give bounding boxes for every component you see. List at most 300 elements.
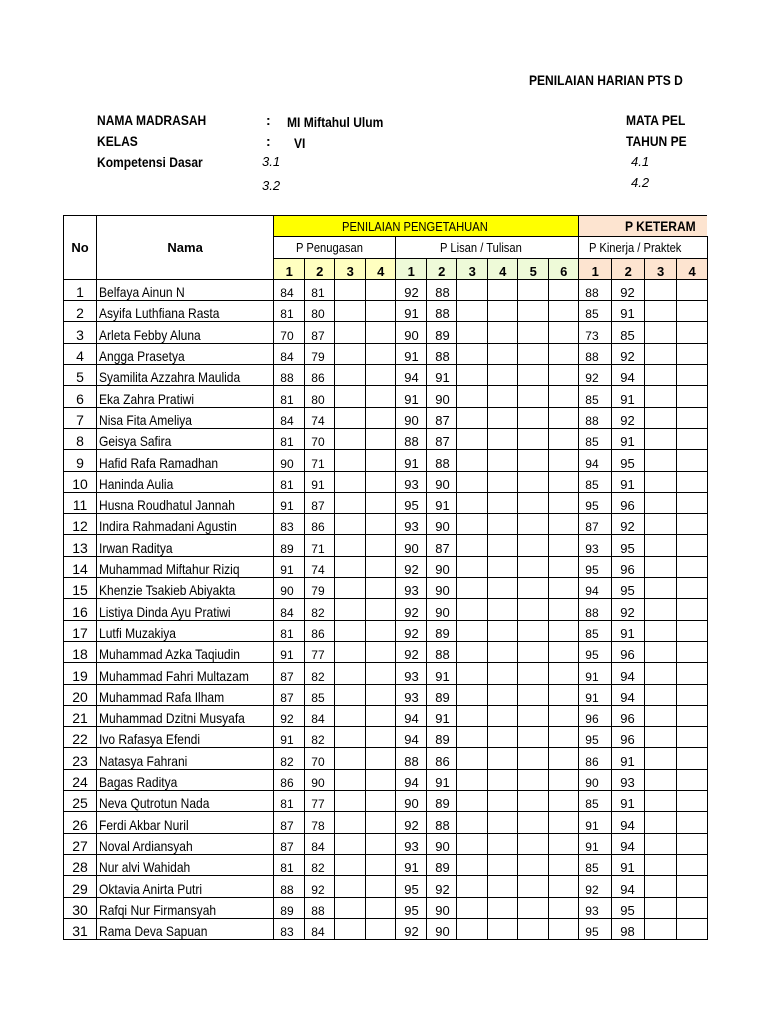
sub-penugasan-4: 4 <box>366 258 396 279</box>
student-name: Indira Rahmadani Agustin <box>97 514 274 535</box>
penugasan-3-score <box>335 684 366 705</box>
kinerja-2-score: 95 <box>612 535 645 556</box>
penugasan-2-score: 70 <box>305 748 335 769</box>
lisan-2-score: 89 <box>427 684 457 705</box>
kinerja-3-score <box>645 705 677 726</box>
row-number: 1 <box>64 279 97 300</box>
kinerja-3-score <box>645 322 677 343</box>
lisan-2-score: 89 <box>427 791 457 812</box>
lisan-6-score <box>549 918 579 939</box>
kinerja-4-score <box>677 641 708 662</box>
row-number: 20 <box>64 684 97 705</box>
lisan-2-score: 91 <box>427 705 457 726</box>
row-number: 7 <box>64 407 97 428</box>
table-row <box>64 705 708 726</box>
lisan-3-score <box>457 641 488 662</box>
lisan-6-score <box>549 705 579 726</box>
lisan-5-score <box>518 918 549 939</box>
kinerja-1-score: 94 <box>579 578 612 599</box>
lisan-1-score: 91 <box>396 301 427 322</box>
lisan-6-score <box>549 556 579 577</box>
penugasan-header: P Penugasan <box>274 237 396 258</box>
penugasan-4-score <box>366 492 396 513</box>
kinerja-3-score <box>645 343 677 364</box>
penugasan-2-score: 74 <box>305 556 335 577</box>
lisan-3-score <box>457 471 488 492</box>
lisan-2-score: 88 <box>427 301 457 322</box>
penugasan-3-score <box>335 428 366 449</box>
table-row <box>64 897 708 918</box>
sub-lisan-5: 5 <box>518 258 549 279</box>
student-name: Belfaya Ainun N <box>97 279 274 300</box>
kinerja-3-score <box>645 812 677 833</box>
lisan-3-score <box>457 663 488 684</box>
lisan-2-score: 91 <box>427 492 457 513</box>
kinerja-3-score <box>645 727 677 748</box>
kinerja-1-score: 73 <box>579 322 612 343</box>
penugasan-3-score <box>335 599 366 620</box>
kinerja-4-score <box>677 556 708 577</box>
student-name: Haninda Aulia <box>97 471 274 492</box>
penugasan-1-score: 90 <box>274 578 305 599</box>
row-number: 14 <box>64 556 97 577</box>
student-name: Nur alvi Wahidah <box>97 854 274 875</box>
kinerja-4-score <box>677 599 708 620</box>
penugasan-1-score: 81 <box>274 620 305 641</box>
kinerja-4-score <box>677 279 708 300</box>
penugasan-1-score: 89 <box>274 535 305 556</box>
sub-penugasan-1: 1 <box>274 258 305 279</box>
kinerja-1-score: 93 <box>579 535 612 556</box>
penugasan-2-score: 87 <box>305 322 335 343</box>
kinerja-2-score: 91 <box>612 620 645 641</box>
kinerja-2-score: 98 <box>612 918 645 939</box>
lisan-1-score: 94 <box>396 365 427 386</box>
kinerja-4-score <box>677 407 708 428</box>
sub-kinerja-4: 4 <box>677 258 708 279</box>
sub-lisan-2: 2 <box>427 258 457 279</box>
lisan-1-score: 95 <box>396 876 427 897</box>
kinerja-4-score <box>677 535 708 556</box>
kinerja-1-score: 94 <box>579 450 612 471</box>
lisan-4-score <box>488 791 518 812</box>
table-row <box>64 365 708 386</box>
lisan-3-score <box>457 812 488 833</box>
kinerja-3-score <box>645 897 677 918</box>
lisan-6-score <box>549 748 579 769</box>
kinerja-2-score: 85 <box>612 322 645 343</box>
penugasan-3-score <box>335 620 366 641</box>
kinerja-3-score <box>645 748 677 769</box>
penugasan-1-score: 84 <box>274 279 305 300</box>
lisan-5-score <box>518 684 549 705</box>
lisan-5-score <box>518 663 549 684</box>
lisan-2-score: 87 <box>427 428 457 449</box>
penugasan-3-score <box>335 918 366 939</box>
kinerja-1-score: 85 <box>579 428 612 449</box>
student-name: Lutfi Muzakiya <box>97 620 274 641</box>
penugasan-4-score <box>366 343 396 364</box>
row-number: 5 <box>64 365 97 386</box>
kd-right-1: 4.1 <box>631 154 650 169</box>
lisan-3-score <box>457 684 488 705</box>
penugasan-2-score: 82 <box>305 727 335 748</box>
kinerja-2-score: 92 <box>612 343 645 364</box>
penugasan-4-score <box>366 279 396 300</box>
lisan-4-score <box>488 535 518 556</box>
lisan-5-score <box>518 705 549 726</box>
lisan-4-score <box>488 663 518 684</box>
lisan-1-score: 94 <box>396 769 427 790</box>
lisan-4-score <box>488 854 518 875</box>
lisan-2-score: 91 <box>427 365 457 386</box>
lisan-2-score: 90 <box>427 386 457 407</box>
penugasan-3-score <box>335 705 366 726</box>
student-name: Listiya Dinda Ayu Pratiwi <box>97 599 274 620</box>
lisan-1-score: 92 <box>396 620 427 641</box>
lisan-1-score: 92 <box>396 556 427 577</box>
kinerja-3-score <box>645 918 677 939</box>
lisan-6-score <box>549 535 579 556</box>
lisan-2-score: 88 <box>427 812 457 833</box>
student-name: Rafqi Nur Firmansyah <box>97 897 274 918</box>
lisan-6-score <box>549 897 579 918</box>
lisan-3-score <box>457 897 488 918</box>
lisan-3-score <box>457 876 488 897</box>
penugasan-4-score <box>366 599 396 620</box>
lisan-5-score <box>518 641 549 662</box>
lisan-5-score <box>518 407 549 428</box>
penugasan-1-score: 88 <box>274 876 305 897</box>
kinerja-4-score <box>677 833 708 854</box>
penugasan-1-score: 82 <box>274 748 305 769</box>
penugasan-2-score: 82 <box>305 599 335 620</box>
kinerja-3-score <box>645 854 677 875</box>
lisan-4-score <box>488 322 518 343</box>
kinerja-1-score: 93 <box>579 897 612 918</box>
kinerja-1-score: 95 <box>579 492 612 513</box>
kinerja-1-score: 95 <box>579 918 612 939</box>
penugasan-4-score <box>366 620 396 641</box>
kinerja-1-score: 91 <box>579 812 612 833</box>
penugasan-1-score: 84 <box>274 599 305 620</box>
student-name: Syamilita Azzahra Maulida <box>97 365 274 386</box>
kinerja-3-score <box>645 833 677 854</box>
penugasan-3-score <box>335 386 366 407</box>
kinerja-3-score <box>645 386 677 407</box>
lisan-4-score <box>488 748 518 769</box>
lisan-5-score <box>518 450 549 471</box>
kinerja-4-score <box>677 428 708 449</box>
lisan-5-score <box>518 492 549 513</box>
table-row <box>64 769 708 790</box>
kinerja-3-score <box>645 407 677 428</box>
lisan-1-score: 88 <box>396 748 427 769</box>
kinerja-4-score <box>677 748 708 769</box>
lisan-4-score <box>488 620 518 641</box>
penugasan-4-score <box>366 684 396 705</box>
kinerja-3-score <box>645 514 677 535</box>
kinerja-4-score <box>677 663 708 684</box>
kd-right-2: 4.2 <box>631 175 650 190</box>
sub-penugasan-2: 2 <box>305 258 335 279</box>
row-number: 25 <box>64 791 97 812</box>
lisan-3-score <box>457 343 488 364</box>
student-name: Husna Roudhatul Jannah <box>97 492 274 513</box>
kinerja-4-score <box>677 769 708 790</box>
kinerja-2-score: 91 <box>612 428 645 449</box>
lisan-4-score <box>488 578 518 599</box>
penugasan-4-score <box>366 791 396 812</box>
lisan-2-score: 87 <box>427 535 457 556</box>
kinerja-2-score: 94 <box>612 365 645 386</box>
penugasan-4-score <box>366 428 396 449</box>
lisan-4-score <box>488 428 518 449</box>
penugasan-2-score: 80 <box>305 301 335 322</box>
kinerja-2-score: 96 <box>612 492 645 513</box>
lisan-4-score <box>488 279 518 300</box>
kinerja-4-score <box>677 301 708 322</box>
lisan-5-score <box>518 471 549 492</box>
lisan-3-score <box>457 365 488 386</box>
row-number: 18 <box>64 641 97 662</box>
penugasan-2-score: 71 <box>305 535 335 556</box>
lisan-1-score: 94 <box>396 705 427 726</box>
lisan-2-score: 91 <box>427 663 457 684</box>
lisan-6-score <box>549 301 579 322</box>
sub-lisan-4: 4 <box>488 258 518 279</box>
lisan-4-score <box>488 407 518 428</box>
table-row <box>64 578 708 599</box>
table-row <box>64 535 708 556</box>
table-row <box>64 727 708 748</box>
penugasan-2-score: 77 <box>305 641 335 662</box>
penugasan-1-score: 70 <box>274 322 305 343</box>
kinerja-4-score <box>677 854 708 875</box>
penugasan-3-score <box>335 492 366 513</box>
table-row <box>64 854 708 875</box>
kinerja-4-score <box>677 492 708 513</box>
lisan-4-score <box>488 492 518 513</box>
lisan-3-score <box>457 578 488 599</box>
student-name: Angga Prasetya <box>97 343 274 364</box>
lisan-2-score: 89 <box>427 322 457 343</box>
row-number: 22 <box>64 727 97 748</box>
lisan-4-score <box>488 514 518 535</box>
lisan-5-score <box>518 599 549 620</box>
row-number: 3 <box>64 322 97 343</box>
penugasan-4-score <box>366 769 396 790</box>
lisan-5-score <box>518 279 549 300</box>
row-number: 28 <box>64 854 97 875</box>
lisan-5-score <box>518 535 549 556</box>
row-number: 15 <box>64 578 97 599</box>
kinerja-1-score: 95 <box>579 556 612 577</box>
table-row <box>64 386 708 407</box>
kinerja-3-score <box>645 556 677 577</box>
penugasan-3-score <box>335 556 366 577</box>
lisan-5-score <box>518 812 549 833</box>
lisan-6-score <box>549 769 579 790</box>
table-row <box>64 279 708 300</box>
lisan-6-score <box>549 854 579 875</box>
kinerja-2-score: 94 <box>612 833 645 854</box>
penugasan-1-score: 91 <box>274 556 305 577</box>
grade-table <box>63 215 708 940</box>
lisan-6-score <box>549 428 579 449</box>
penugasan-4-score <box>366 386 396 407</box>
penugasan-2-score: 70 <box>305 428 335 449</box>
penugasan-3-score <box>335 301 366 322</box>
penugasan-1-score: 91 <box>274 492 305 513</box>
student-name: Irwan Raditya <box>97 535 274 556</box>
lisan-4-score <box>488 386 518 407</box>
lisan-4-score <box>488 641 518 662</box>
student-name: Asyifa Luthfiana Rasta <box>97 301 274 322</box>
table-row <box>64 343 708 364</box>
kinerja-2-score: 94 <box>612 684 645 705</box>
lisan-4-score <box>488 727 518 748</box>
kinerja-1-score: 95 <box>579 641 612 662</box>
penugasan-1-score: 81 <box>274 428 305 449</box>
lisan-5-score <box>518 769 549 790</box>
lisan-6-score <box>549 450 579 471</box>
lisan-1-score: 90 <box>396 407 427 428</box>
lisan-2-score: 90 <box>427 897 457 918</box>
student-name: Nisa Fita Ameliya <box>97 407 274 428</box>
lisan-1-score: 92 <box>396 279 427 300</box>
row-number: 4 <box>64 343 97 364</box>
student-name: Muhammad Miftahur Riziq <box>97 556 274 577</box>
kinerja-4-score <box>677 471 708 492</box>
student-name: Arleta Febby Aluna <box>97 322 274 343</box>
table-row <box>64 407 708 428</box>
kinerja-3-score <box>645 471 677 492</box>
kinerja-4-score <box>677 620 708 641</box>
penugasan-1-score: 84 <box>274 343 305 364</box>
penugasan-1-score: 81 <box>274 854 305 875</box>
lisan-3-score <box>457 791 488 812</box>
lisan-4-score <box>488 556 518 577</box>
penugasan-4-score <box>366 748 396 769</box>
lisan-3-score <box>457 428 488 449</box>
student-name: Bagas Raditya <box>97 769 274 790</box>
lisan-2-score: 89 <box>427 854 457 875</box>
lisan-6-score <box>549 684 579 705</box>
lisan-1-score: 94 <box>396 727 427 748</box>
lisan-3-score <box>457 727 488 748</box>
lisan-5-score <box>518 322 549 343</box>
kinerja-2-score: 92 <box>612 407 645 428</box>
sub-kinerja-3: 3 <box>645 258 677 279</box>
lisan-1-score: 93 <box>396 663 427 684</box>
lisan-3-score <box>457 514 488 535</box>
lisan-2-score: 90 <box>427 556 457 577</box>
sub-lisan-1: 1 <box>396 258 427 279</box>
row-number: 29 <box>64 876 97 897</box>
table-row <box>64 301 708 322</box>
lisan-6-score <box>549 663 579 684</box>
kinerja-2-score: 95 <box>612 578 645 599</box>
lisan-1-score: 93 <box>396 471 427 492</box>
nama-header: Nama <box>97 216 274 280</box>
lisan-4-score <box>488 365 518 386</box>
penugasan-4-score <box>366 727 396 748</box>
kinerja-2-score: 95 <box>612 450 645 471</box>
student-name: Muhammad Fahri Multazam <box>97 663 274 684</box>
lisan-1-score: 95 <box>396 897 427 918</box>
table-row <box>64 471 708 492</box>
lisan-2-score: 90 <box>427 599 457 620</box>
kinerja-1-score: 86 <box>579 748 612 769</box>
lisan-4-score <box>488 684 518 705</box>
penugasan-3-score <box>335 791 366 812</box>
penugasan-1-score: 90 <box>274 450 305 471</box>
lisan-6-score <box>549 492 579 513</box>
nama-madrasah-value: MI Miftahul Ulum <box>287 114 384 130</box>
lisan-1-score: 93 <box>396 833 427 854</box>
lisan-2-score: 90 <box>427 471 457 492</box>
student-name: Muhammad Dzitni Musyafa <box>97 705 274 726</box>
penugasan-3-score <box>335 727 366 748</box>
kinerja-3-score <box>645 876 677 897</box>
lisan-1-score: 92 <box>396 918 427 939</box>
penugasan-1-score: 83 <box>274 918 305 939</box>
penugasan-4-score <box>366 471 396 492</box>
kinerja-2-score: 96 <box>612 705 645 726</box>
lisan-4-score <box>488 471 518 492</box>
kd-left-1: 3.1 <box>262 154 281 169</box>
row-number: 12 <box>64 514 97 535</box>
header-row-1 <box>64 216 708 237</box>
student-name: Muhammad Rafa Ilham <box>97 684 274 705</box>
kinerja-2-score: 92 <box>612 599 645 620</box>
kinerja-2-score: 96 <box>612 641 645 662</box>
table-row <box>64 876 708 897</box>
student-name: Ferdi Akbar Nuril <box>97 812 274 833</box>
kinerja-2-score: 91 <box>612 471 645 492</box>
colon: : <box>266 133 271 149</box>
kinerja-praktek-header: P Kinerja / Praktek <box>579 237 708 258</box>
penugasan-4-score <box>366 578 396 599</box>
student-name: Rama Deva Sapuan <box>97 918 274 939</box>
lisan-6-score <box>549 641 579 662</box>
penugasan-4-score <box>366 918 396 939</box>
penugasan-4-score <box>366 812 396 833</box>
lisan-3-score <box>457 407 488 428</box>
lisan-3-score <box>457 450 488 471</box>
penugasan-3-score <box>335 365 366 386</box>
table-row <box>64 428 708 449</box>
penugasan-3-score <box>335 812 366 833</box>
lisan-5-score <box>518 386 549 407</box>
sub-kinerja-1: 1 <box>579 258 612 279</box>
row-number: 23 <box>64 748 97 769</box>
sub-lisan-6: 6 <box>549 258 579 279</box>
table-row <box>64 641 708 662</box>
kinerja-3-score <box>645 365 677 386</box>
penugasan-1-score: 92 <box>274 705 305 726</box>
student-name: Noval Ardiansyah <box>97 833 274 854</box>
penugasan-2-score: 90 <box>305 769 335 790</box>
sub-lisan-3: 3 <box>457 258 488 279</box>
kinerja-2-score: 95 <box>612 897 645 918</box>
lisan-5-score <box>518 897 549 918</box>
penugasan-2-score: 78 <box>305 812 335 833</box>
lisan-3-score <box>457 301 488 322</box>
penugasan-1-score: 89 <box>274 897 305 918</box>
penugasan-4-score <box>366 833 396 854</box>
